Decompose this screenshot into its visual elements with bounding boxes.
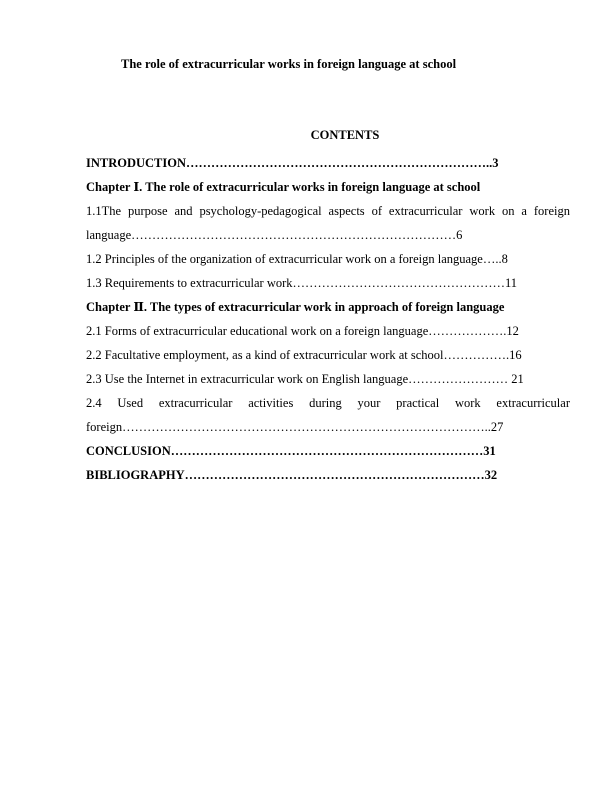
toc-entry-1-3: 1.3 Requirements to extracurricular work……………………………………………11 [86, 276, 518, 290]
toc-entry-1-2: 1.2 Principles of the organization of extracurricular work on a foreign language…..8 [86, 252, 508, 266]
toc-entry-1-1: 1.1The purpose and psychology-pedagogical aspects of extracurricular work on a foreign language……………………………………………………………………6 [86, 204, 570, 242]
toc-entry-2-4: 2.4 Used extracurricular activities during your practical work extracurricular foreign……………………………………………………………………………..27 [86, 396, 570, 434]
document-title: The role of extracurricular works in foreign language at school [121, 57, 457, 71]
table-of-contents [86, 151, 570, 487]
toc-entry-conclusion: CONCLUSION…………………………………………………………………31 [86, 444, 496, 458]
toc-entry-2-2: 2.2 Facultative employment, as a kind of extracurricular work at school…………….16 [86, 348, 522, 362]
toc-entry-chapter-1: Chapter Ⅰ. The role of extracurricular works in foreign language at school [86, 180, 481, 194]
toc-entry-chapter-2: Chapter Ⅱ. The types of extracurricular work in approach of foreign language [86, 300, 505, 314]
toc-heading: CONTENTS [310, 128, 380, 142]
toc-entry-introduction: INTRODUCTION………………………………………………………………..3 [86, 156, 499, 170]
toc-entry-2-1: 2.1 Forms of extracurricular educational work on a foreign language……………….12 [86, 324, 519, 338]
toc-entry-bibliography: BIBLIOGRAPHY………………………………………………………………32 [86, 468, 498, 482]
toc-entry-2-3: 2.3 Use the Internet in extracurricular work on English language…………………… 21 [86, 372, 524, 386]
